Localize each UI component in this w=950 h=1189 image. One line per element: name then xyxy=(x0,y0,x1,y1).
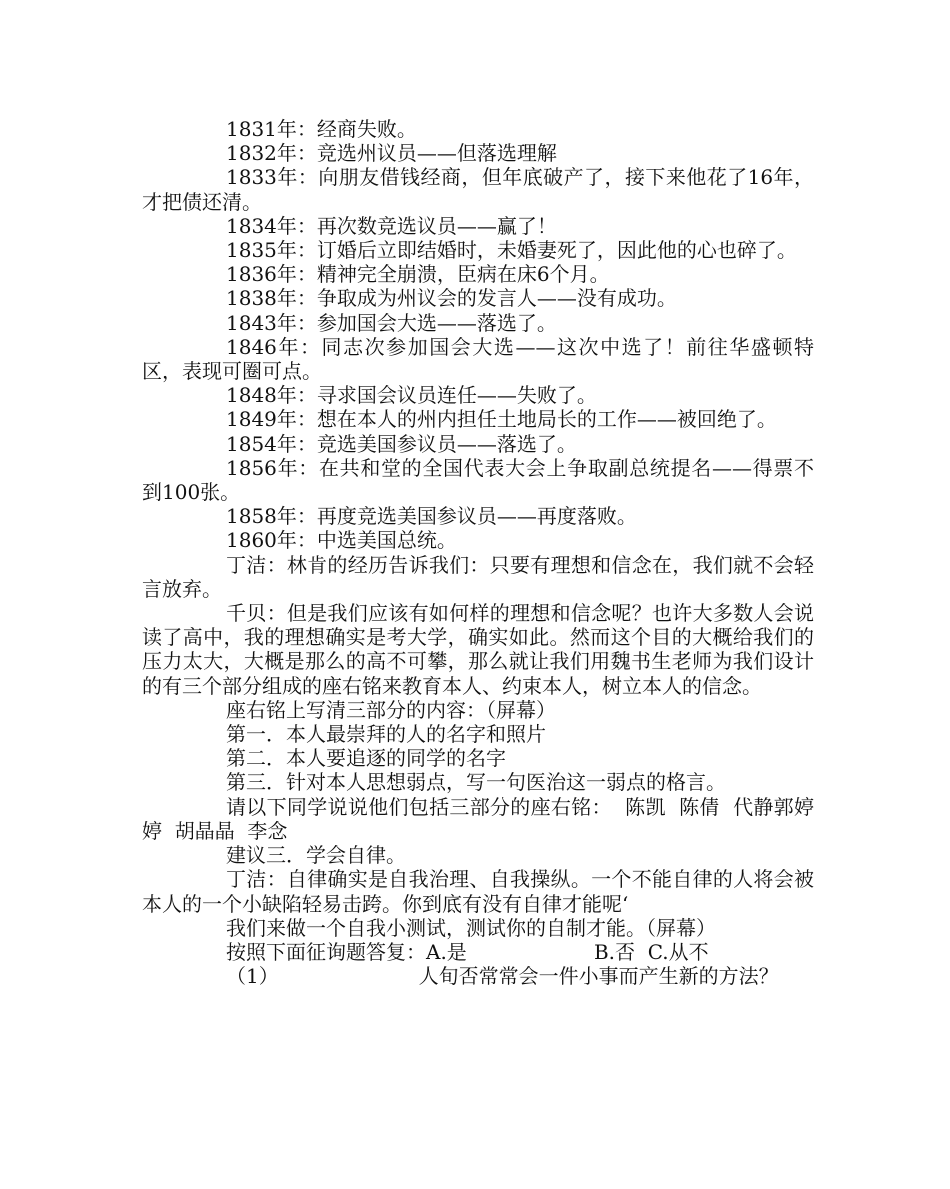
timeline-1848: 1848年：寻求国会议员连任——失败了。 xyxy=(226,383,597,408)
timeline-1843: 1843年：参加国会大选——落选了。 xyxy=(226,310,557,335)
timeline-1849: 1849年：想在本人的州内担任土地局长的工作——被回绝了。 xyxy=(226,407,777,432)
timeline-1831: 1831年：经商失败。 xyxy=(226,117,417,141)
timeline-1836: 1836年：精神完全崩溃，臣病在床6个月。 xyxy=(226,262,610,287)
timeline-1832: 1832年：竞选州议员——但落选理解 xyxy=(226,141,557,166)
motto-part-3: 第三．针对本人思想弱点，写一句医治这一弱点的格言。 xyxy=(226,770,726,795)
document-page xyxy=(142,117,814,988)
answer-options: 按照下面征询题答复：A.是 B.否 C.从不 xyxy=(226,939,709,964)
timeline-1856: 1856年：在共和堂的全国代表大会上争取副总统提名——得票不到100张。 xyxy=(142,455,814,505)
timeline-1858: 1858年：再度竞选美国参议员——再度落败。 xyxy=(226,504,637,529)
motto-intro: 座右铭上写清三部分的内容：（屏幕） xyxy=(226,697,556,722)
motto-part-2: 第二．本人要追逐的同学的名字 xyxy=(226,746,506,771)
self-test-intro: 我们来做一个自我小测试，测试你的自制才能。（屏幕） xyxy=(226,915,716,940)
dialogue-dingjie-1: 丁洁：林肯的经历告诉我们：只要有理想和信念在，我们就不会轻言放弃。 xyxy=(142,552,814,601)
dialogue-dingjie-2: 丁洁：自律确实是自我治理、自我操纵。一个不能自律的人将会被本人的一个小缺陷轻易击跨。你到底有没有自律才能呢‘ xyxy=(142,867,814,916)
timeline-1854: 1854年：竞选美国参议员——落选了。 xyxy=(226,431,577,456)
timeline-1838: 1838年：争取成为州议会的发言人——没有成功。 xyxy=(226,286,677,311)
students-list: 请以下同学说说他们包括三部分的座右铭： 陈凯 陈倩 代静郭婷婷 胡晶晶 李念 xyxy=(142,794,814,843)
timeline-1834: 1834年：再次数竞选议员——赢了！ xyxy=(226,213,557,238)
timeline-1846: 1846年：同志次参加国会大选——这次中选了！前往华盛顿特区，表现可圈可点。 xyxy=(142,334,814,384)
question-1: （1） 人旬否常常会一件小事而产生新的方法？ xyxy=(226,964,779,989)
suggestion-3: 建议三．学会自律。 xyxy=(226,843,406,868)
dialogue-qianbei: 千贝：但是我们应该有如何样的理想和信念呢？也许大多数人会说读了高中，我的理想确实是考大学，确实如此。然而这个目的大概给我们的压力太大，大概是那么的高不可攀，那么就让我们用魏书生老师为我们设计的有三个部分组成的座右铭来教育本人、约束本人，树立本人的信念。 xyxy=(142,601,814,698)
timeline-1860: 1860年：中选美国总统。 xyxy=(226,528,457,553)
timeline-1833: 1833年：向朋友借钱经商，但年底破产了，接下来他花了16年，才把债还清。 xyxy=(142,165,814,214)
motto-part-1: 第一．本人最崇拜的人的名字和照片 xyxy=(226,722,546,747)
timeline-1835: 1835年：订婚后立即结婚时，未婚妻死了，因此他的心也碎了。 xyxy=(226,238,797,263)
